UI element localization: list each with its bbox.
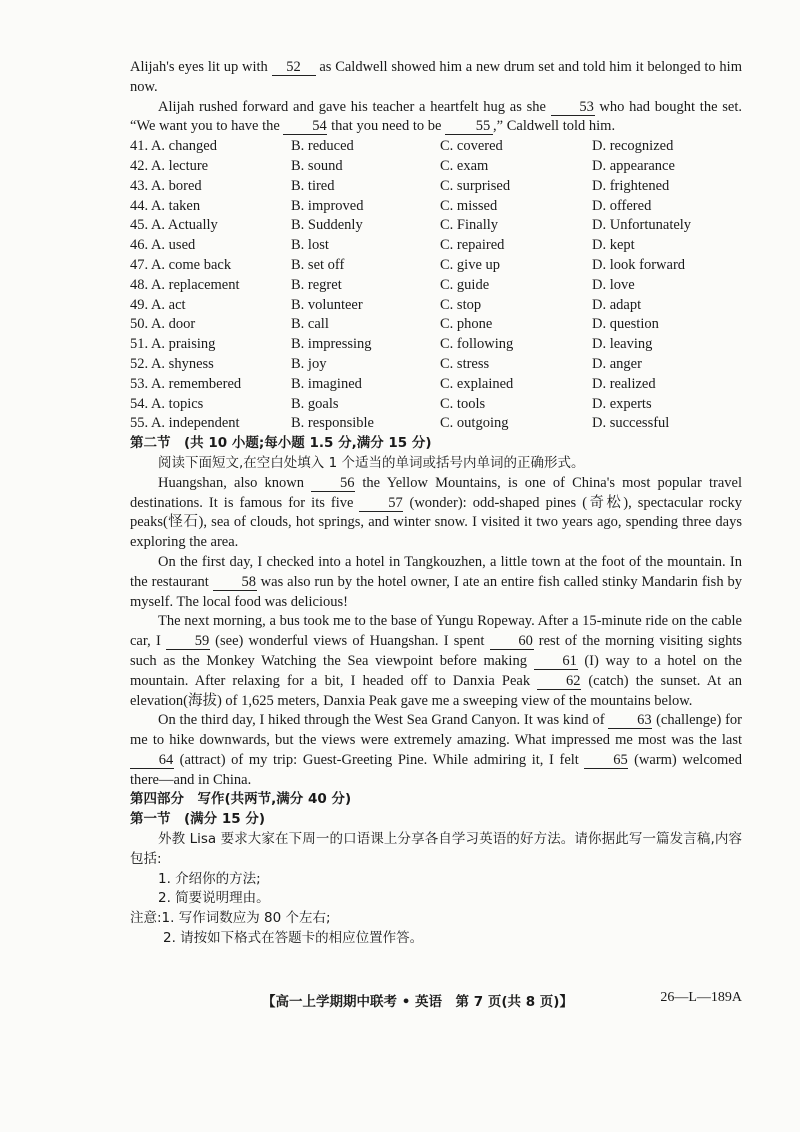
text: (warm) welcomed there—and in China.	[130, 751, 742, 788]
blank-59: 59	[166, 633, 210, 650]
text: ,” Caldwell told him.	[493, 118, 616, 135]
blank-53: 53	[551, 99, 595, 116]
option-choice: B. imagined	[291, 375, 362, 392]
option-choice: D. kept	[592, 237, 635, 254]
option-row	[130, 335, 742, 355]
text: Alijah rushed forward and gave his teacher a heartfelt hug as she	[158, 98, 551, 115]
blank-57: 57	[359, 495, 403, 512]
essay-paragraph	[130, 474, 742, 553]
option-choice: D. recognized	[592, 138, 674, 155]
option-row	[130, 177, 742, 197]
exam-page	[130, 58, 742, 949]
option-choice: D. question	[592, 316, 659, 333]
option-choice: B. set off	[291, 256, 345, 273]
option-choice: D. adapt	[592, 296, 642, 313]
blank-60: 60	[490, 633, 534, 650]
text: (attract) of my trip: Guest-Greeting Pine. While admiring it, I felt	[174, 751, 585, 768]
option-row	[130, 395, 742, 415]
text: who had bought the set. “We want you to have the	[130, 98, 742, 135]
option-choice: C. outgoing	[440, 415, 509, 432]
option-row	[130, 197, 742, 217]
blank-55: 55	[445, 118, 493, 135]
option-choice: C. repaired	[440, 237, 505, 254]
text: the Yellow Mountains, is one of China's most popular travel destinations. It is famous for its five	[130, 474, 742, 511]
option-row	[130, 315, 742, 335]
part-heading: 第四部分 写作(共两节,满分 40 分)	[130, 791, 352, 808]
option-row	[130, 256, 742, 276]
blank-58: 58	[213, 574, 257, 591]
option-choice: C. tools	[440, 395, 486, 412]
option-choice: 55. A. independent	[130, 415, 240, 432]
option-choice: 47. A. come back	[130, 256, 232, 273]
option-choice: D. anger	[592, 355, 642, 372]
option-choice: C. stress	[440, 355, 490, 372]
option-choice: 46. A. used	[130, 237, 196, 254]
option-choice: B. joy	[291, 355, 327, 372]
text: that you need to be	[327, 118, 446, 135]
option-choice: B. Suddenly	[291, 217, 363, 234]
option-choice: 44. A. taken	[130, 197, 201, 214]
option-choice: C. phone	[440, 316, 493, 333]
passage-paragraph	[130, 98, 742, 138]
option-choice: D. frightened	[592, 177, 670, 194]
option-choice: D. successful	[592, 415, 670, 432]
option-choice: C. missed	[440, 197, 498, 214]
section-heading: 第二节 (共 10 小题;每小题 1.5 分,满分 15 分)	[130, 435, 432, 452]
exam-code: 26—L—189A	[660, 990, 742, 1005]
option-choice: D. offered	[592, 197, 652, 214]
option-choice: B. regret	[291, 276, 342, 293]
option-choice: D. Unfortunately	[592, 217, 692, 234]
option-choice: 52. A. shyness	[130, 355, 214, 372]
blank-64: 64	[130, 752, 174, 769]
option-choice: B. reduced	[291, 138, 354, 155]
note-line: 注意:1. 写作词数应为 80 个左右;	[130, 910, 331, 927]
essay-paragraph	[130, 612, 742, 711]
blank-56: 56	[311, 475, 355, 492]
option-choice: D. experts	[592, 395, 652, 412]
option-choice: C. following	[440, 336, 514, 353]
option-choice: 49. A. act	[130, 296, 186, 313]
note-line: 2. 请按如下格式在答题卡的相应位置作答。	[163, 930, 424, 947]
option-choice: B. goals	[291, 395, 339, 412]
option-choice: B. sound	[291, 157, 343, 174]
option-choice: C. exam	[440, 157, 489, 174]
prompt-item: 1. 介绍你的方法;	[158, 870, 261, 887]
text: (challenge) for me to hike downwards, but the views were extremely amazing. What impressed me most was the last	[130, 712, 743, 749]
option-row	[130, 355, 742, 375]
option-choice: B. call	[291, 316, 329, 333]
text: Huangshan, also known	[158, 474, 312, 491]
option-choice: 48. A. replacement	[130, 276, 240, 293]
blank-62: 62	[537, 673, 581, 690]
option-choice: B. tired	[291, 177, 335, 194]
essay-paragraph	[130, 553, 742, 612]
option-choice: C. covered	[440, 138, 503, 155]
option-choice: D. look forward	[592, 256, 686, 273]
blank-54: 54	[283, 118, 327, 135]
text: On the first day, I checked into a hotel in Tangkouzhen, a little town at the foot of the mountain. In the restaurant	[130, 553, 742, 590]
text: Alijah's eyes lit up with	[130, 59, 272, 75]
prompt-item: 2. 简要说明理由。	[158, 890, 270, 907]
option-row	[130, 236, 742, 256]
text: as Caldwell showed him a new drum set and told him it belonged to him now.	[130, 59, 742, 95]
option-choice: 45. A. Actually	[130, 217, 218, 234]
text: The next morning, a bus took me to the base of Yungu Ropeway. After a 15-minute ride on the cable car, I	[130, 613, 742, 650]
option-choice: D. realized	[592, 375, 656, 392]
text: (I) way to a hotel on the mountain. After relaxing for a bit, I headed off to Danxia Peak	[130, 652, 742, 689]
option-row	[130, 216, 742, 236]
text: rest of the morning visiting sights such as the Monkey Watching the Sea viewpoint before making	[130, 633, 743, 669]
text: was also run by the hotel owner, I ate an entire fish called stinky Mandarin fish by myself. The local food was delicious!	[130, 573, 742, 610]
option-choice: 43. A. bored	[130, 177, 202, 194]
option-row	[130, 296, 742, 316]
option-choice: D. love	[592, 276, 635, 293]
option-choice: 51. A. praising	[130, 336, 216, 353]
option-choice: B. improved	[291, 197, 364, 214]
option-choice: B. responsible	[291, 415, 374, 432]
option-choice: 41. A. changed	[130, 138, 217, 155]
option-row	[130, 375, 742, 395]
option-choice: B. impressing	[291, 336, 372, 353]
option-choice: D. appearance	[592, 157, 675, 174]
section-instruction: 阅读下面短文,在空白处填入 1 个适当的单词或括号内单词的正确形式。	[158, 454, 585, 471]
writing-prompt: 外教 Lisa 要求大家在下周一的口语课上分享各自学习英语的好方法。请你据此写一篇发言稿,内容包括:	[130, 831, 742, 867]
option-row	[130, 276, 742, 296]
option-choice: 54. A. topics	[130, 395, 204, 412]
option-choice: C. give up	[440, 256, 501, 273]
option-choice: B. lost	[291, 237, 329, 254]
text: (wonder): odd-shaped pines (奇松), spectacular rocky peaks(怪石), sea of clouds, hot springs, and winter snow. I visited it two years ago, spending three days exploring the area.	[130, 494, 742, 551]
passage-paragraph	[130, 58, 742, 98]
subsection-heading: 第一节 (满分 15 分)	[130, 811, 266, 828]
option-choice: C. Finally	[440, 217, 499, 234]
blank-63: 63	[608, 712, 652, 729]
option-choice: B. volunteer	[291, 296, 363, 313]
option-choice: C. explained	[440, 375, 514, 392]
footer-title: 【高一上学期期中联考 • 英语 第 7 页(共 8 页)】	[262, 994, 573, 1010]
blank-65: 65	[584, 752, 628, 769]
option-choice: 42. A. lecture	[130, 157, 209, 174]
page-footer	[262, 990, 742, 1011]
option-choice: 53. A. remembered	[130, 375, 242, 392]
option-choice: C. stop	[440, 296, 482, 313]
option-choice: C. guide	[440, 276, 490, 293]
option-choice: 50. A. door	[130, 316, 196, 333]
text: (see) wonderful views of Huangshan. I spent	[209, 633, 490, 650]
option-choice: C. surprised	[440, 177, 511, 194]
options-table	[130, 137, 742, 434]
blank-61: 61	[534, 653, 578, 670]
blank-52: 52	[272, 59, 316, 76]
essay-paragraph	[130, 711, 742, 790]
option-row	[130, 157, 742, 177]
text: On the third day, I hiked through the West Sea Grand Canyon. It was kind of	[158, 712, 609, 729]
option-row	[130, 137, 742, 157]
option-choice: D. leaving	[592, 336, 653, 353]
text: (catch) the sunset. At an elevation(海拔) of 1,625 meters, Danxia Peak gave me a sweeping view of the mountains below.	[130, 672, 743, 709]
option-row	[130, 414, 742, 434]
